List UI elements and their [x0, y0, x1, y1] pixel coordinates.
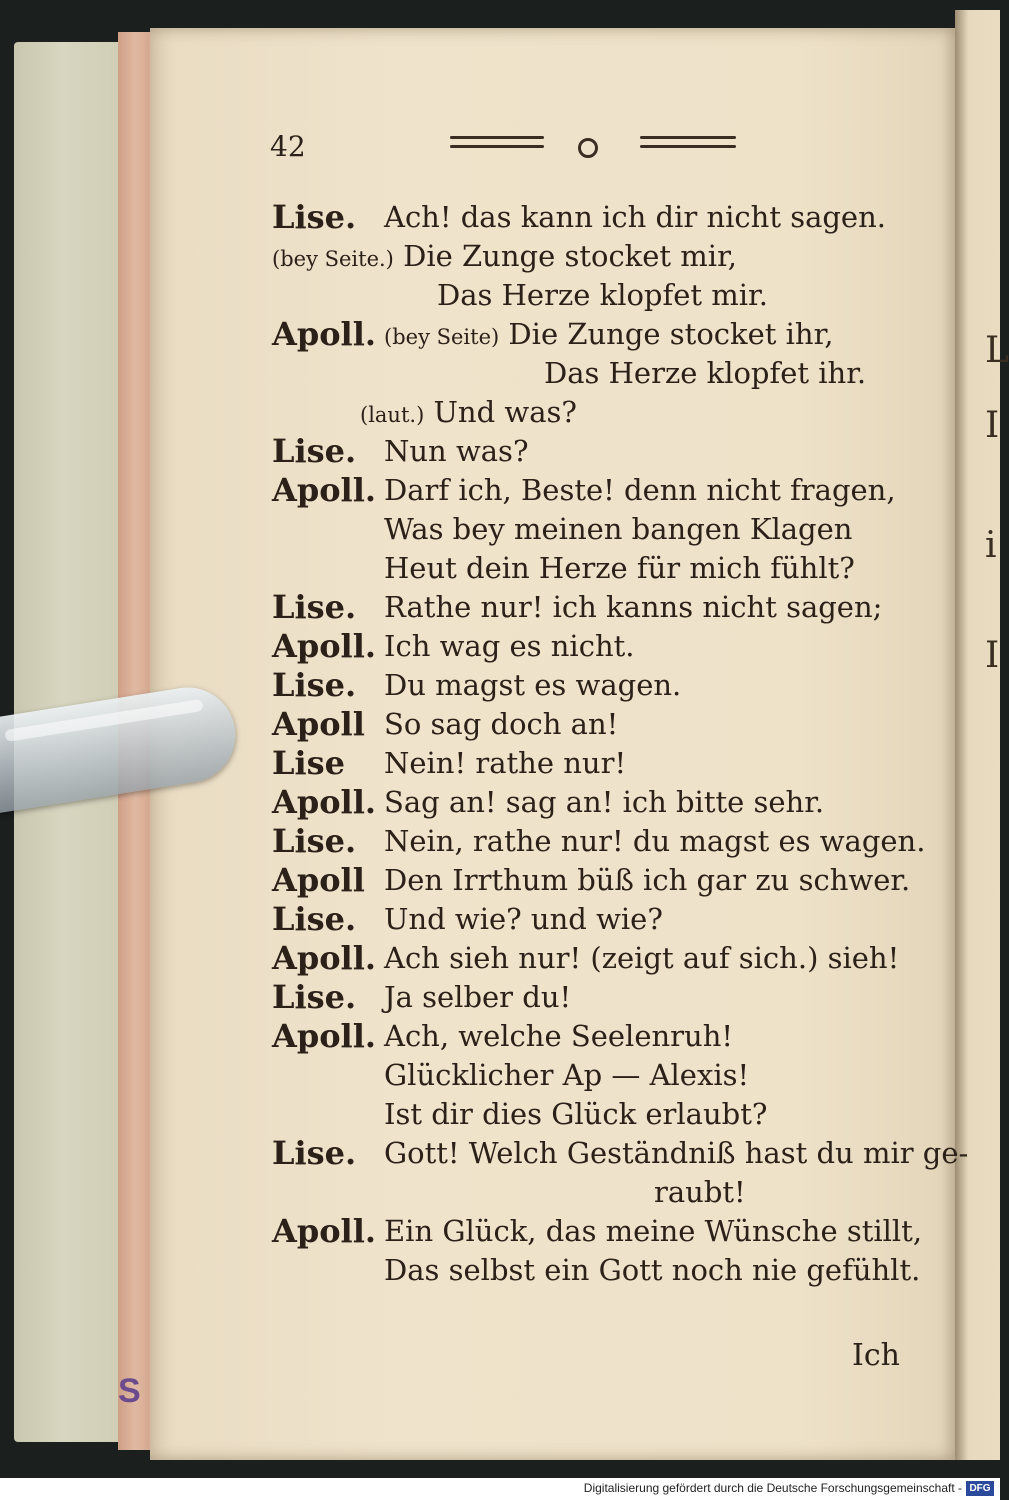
speech-words: Den Irrthum büß ich gar zu schwer. — [384, 863, 911, 897]
speech-words: Darf ich, Beste! denn nicht fragen, — [384, 473, 896, 507]
speech-text — [384, 666, 681, 705]
speech-words: Ach sieh nur! (zeigt auf sich.) sieh! — [384, 941, 900, 975]
speech-words: Ach, welche Seelenruh! — [384, 1019, 734, 1053]
speech-text — [654, 1173, 746, 1212]
dialogue-line — [272, 432, 912, 471]
dialogue-line — [272, 510, 912, 549]
dialogue-text — [272, 198, 969, 1290]
speaker-name: Apoll. — [272, 471, 376, 509]
page-header — [270, 130, 890, 170]
book-page — [150, 28, 969, 1460]
speech-text — [384, 198, 886, 237]
dialogue-line — [272, 1017, 912, 1056]
header-rule-right-bottom — [640, 145, 736, 148]
speech-words: Ja selber du! — [384, 980, 572, 1014]
speaker-name: Apoll. — [272, 1212, 376, 1250]
dfg-logo: DFG — [966, 1481, 994, 1496]
catchword: Ich — [852, 1338, 900, 1373]
dialogue-line — [272, 588, 912, 627]
dialogue-line — [272, 1173, 912, 1212]
speech-text — [384, 744, 626, 783]
dialogue-line — [272, 978, 912, 1017]
speaker-name: Apoll. — [272, 783, 376, 821]
dialogue-line — [272, 939, 912, 978]
dialogue-line — [272, 861, 912, 900]
speaker-name: Apoll. — [272, 1017, 376, 1055]
speech-text — [384, 627, 635, 666]
speech-text — [384, 1134, 968, 1173]
speaker-name: Lise. — [272, 588, 357, 626]
speech-text — [384, 822, 925, 861]
speech-text — [384, 510, 852, 549]
speech-text — [384, 1017, 733, 1056]
speaker-name: Apoll — [272, 705, 365, 743]
speech-text — [384, 783, 824, 822]
dialogue-line — [272, 1056, 912, 1095]
speech-text — [384, 549, 855, 588]
library-stamp: S — [118, 1372, 141, 1410]
dialogue-line — [272, 315, 912, 354]
speech-words: Nein, rathe nur! du magst es wagen. — [384, 824, 926, 858]
speech-text — [384, 705, 618, 744]
header-rule-left-bottom — [450, 145, 544, 148]
speech-text — [384, 939, 899, 978]
dialogue-line — [272, 1251, 921, 1290]
speech-words: Glücklicher Ap — Alexis! — [384, 1058, 750, 1092]
stage-direction: (bey Seite.) — [272, 247, 394, 271]
speaker-name: Lise. — [272, 666, 357, 704]
speech-words: Ist dir dies Glück erlaubt? — [384, 1097, 768, 1131]
speaker-name: Lise. — [272, 432, 357, 470]
speech-text — [437, 276, 768, 315]
dialogue-line — [272, 354, 912, 393]
dialogue-line — [272, 1095, 912, 1134]
speech-words: Nun was? — [384, 434, 529, 468]
dialogue-line — [272, 393, 912, 432]
header-rule-left-top — [450, 136, 544, 139]
speech-text — [384, 315, 833, 357]
header-rule-right-top — [640, 136, 736, 139]
dialogue-line — [272, 900, 912, 939]
speech-words: Was bey meinen bangen Klagen — [384, 512, 853, 546]
speech-text — [384, 1251, 920, 1290]
speech-words: Die Zunge stocket mir, — [403, 239, 737, 273]
speech-text — [384, 1212, 922, 1251]
speech-words: Nein! rathe nur! — [384, 746, 627, 780]
speaker-name: Apoll. — [272, 627, 376, 665]
speech-text — [384, 1095, 767, 1134]
speaker-name: Apoll. — [272, 315, 376, 353]
funding-credit: Digitalisierung gefördert durch die Deutsche Forschungsgemeinschaft - — [583, 1481, 962, 1495]
speech-words: Du magst es wagen. — [384, 668, 682, 702]
footer-bar — [0, 1478, 1000, 1500]
dialogue-line — [272, 276, 912, 315]
speech-words: Und wie? und wie? — [384, 902, 663, 936]
speaker-name: Lise. — [272, 900, 357, 938]
speaker-name: Apoll. — [272, 939, 376, 977]
speech-words: Das Herze klopfet mir. — [437, 278, 768, 312]
dialogue-line — [272, 744, 912, 783]
speech-words: raubt! — [654, 1175, 746, 1209]
dialogue-line — [272, 627, 912, 666]
speech-words: Und was? — [433, 395, 577, 429]
facing-page-edge: L I i I — [955, 10, 1000, 1460]
speech-text — [272, 237, 737, 279]
speaker-name: Lise. — [272, 822, 357, 860]
speech-text — [384, 432, 529, 471]
speech-words: Ach! das kann ich dir nicht sagen. — [384, 200, 886, 234]
dialogue-line — [272, 666, 912, 705]
dialogue-line — [272, 705, 912, 744]
dialogue-line — [272, 237, 912, 276]
page-number: 42 — [270, 130, 306, 163]
dialogue-line — [272, 1134, 969, 1173]
dialogue-line — [272, 198, 912, 237]
speech-text — [384, 978, 571, 1017]
speech-text — [384, 1056, 749, 1095]
speech-words: Heut dein Herze für mich fühlt? — [384, 551, 855, 585]
speech-text — [384, 900, 663, 939]
speech-words: Das selbst ein Gott noch nie gefühlt. — [384, 1253, 921, 1287]
speech-text — [384, 588, 882, 627]
stage-direction: (bey Seite) — [384, 325, 500, 349]
speaker-name: Lise — [272, 744, 346, 782]
speech-text — [360, 393, 577, 435]
header-ornament — [578, 138, 598, 158]
speech-words: Ich wag es nicht. — [384, 629, 635, 663]
speech-words: Sag an! sag an! ich bitte sehr. — [384, 785, 825, 819]
speaker-name: Apoll — [272, 861, 365, 899]
dialogue-line — [272, 783, 912, 822]
dialogue-line — [272, 471, 912, 510]
speaker-name: Lise. — [272, 1134, 357, 1172]
speech-words: So sag doch an! — [384, 707, 619, 741]
dialogue-line — [272, 822, 926, 861]
dialogue-line — [272, 1212, 923, 1251]
speaker-name: Lise. — [272, 978, 357, 1016]
speech-words: Die Zunge stocket ihr, — [508, 317, 834, 351]
speech-text — [384, 861, 910, 900]
speech-words: Gott! Welch Geständniß hast du mir ge- — [384, 1136, 969, 1170]
speech-words: Rathe nur! ich kanns nicht sagen; — [384, 590, 883, 624]
dialogue-line — [272, 549, 912, 588]
speech-text — [544, 354, 866, 393]
speech-words: Ein Glück, das meine Wünsche stillt, — [384, 1214, 923, 1248]
speech-text — [384, 471, 896, 510]
speaker-name: Lise. — [272, 198, 357, 236]
stage-direction: (laut.) — [360, 403, 425, 427]
speech-words: Das Herze klopfet ihr. — [544, 356, 867, 390]
